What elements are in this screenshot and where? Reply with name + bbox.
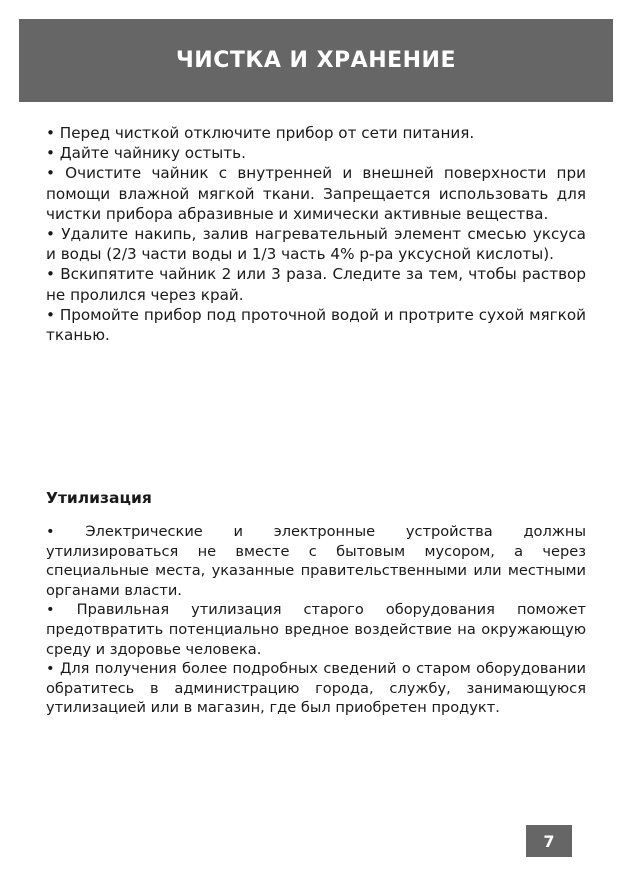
cleaning-item-wipe: • Очистите чайник с внутренней и внешней поверхности при помощи влажной мягкой ткани. Запрещается использовать для чистки прибора абразивные и химически активные вещества. xyxy=(46,164,586,223)
disposal-heading: Утилизация xyxy=(46,489,152,507)
page-number-box xyxy=(526,825,572,857)
cleaning-item-unplug: • Перед чисткой отключите прибор от сети питания. xyxy=(46,124,475,142)
cleaning-item-rinse: • Промойте прибор под проточной водой и протрите сухой мягкой тканью. xyxy=(46,305,586,345)
page-title: ЧИСТКА И ХРАНЕНИЕ xyxy=(176,48,456,73)
disposal-item-separate: • Электрические и электронные устройства должны утилизироваться не вместе с бытовым мусором, а через специальные места, указанные правительственными или местными органами власти. xyxy=(46,523,586,599)
disposal-instructions xyxy=(46,522,586,718)
disposal-item-info: • Для получения более подробных сведений о старом оборудовании обратитесь в администрацию города, службу, занимающуюся утилизацией или в магазин, где был приобретен продукт. xyxy=(46,660,586,717)
cleaning-item-cool: • Дайте чайнику остыть. xyxy=(46,144,246,163)
cleaning-instructions xyxy=(46,123,586,345)
header-band xyxy=(19,19,613,102)
page-number: 7 xyxy=(543,831,555,851)
cleaning-item-boil: • Вскипятите чайник 2 или 3 раза. Следите за тем, чтобы раствор не пролился через край. xyxy=(46,265,586,304)
cleaning-item-descale: • Удалите накипь, залив нагревательный элемент смесью уксуса и воды (2/3 части воды и 1/3 часть 4% р-ра уксусной кислоты). xyxy=(46,225,586,264)
disposal-item-proper: • Правильная утилизация старого оборудования поможет предотвратить потенциально вредное воздействие на окружающую среду и здоровье человека. xyxy=(46,601,586,658)
